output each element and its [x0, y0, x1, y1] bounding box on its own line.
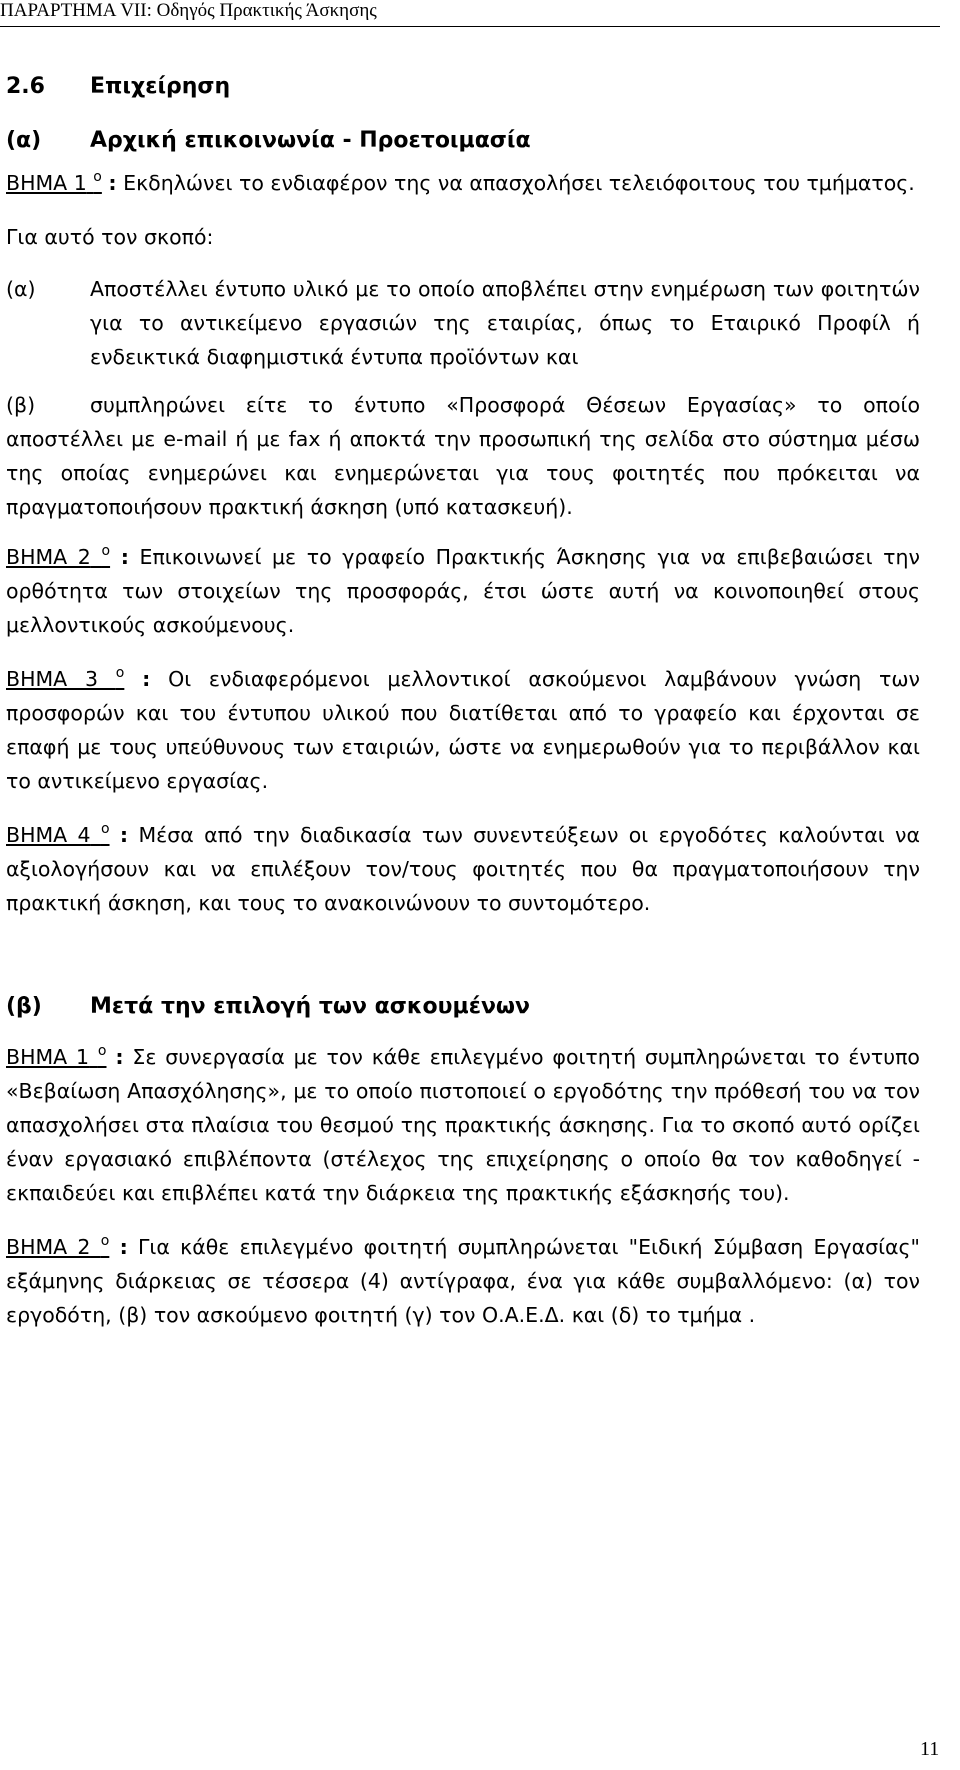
- step-label: ΒΗΜΑ 2 $^o$: [6, 1233, 110, 1259]
- step-label: ΒΗΜΑ 4 $^o$: [6, 821, 110, 847]
- part-a-heading: [6, 124, 920, 158]
- section-title: Επιχείρηση: [90, 74, 231, 99]
- part-b-step-2: ΒΗΜΑ 2 $^o$ : Για κάθε επιλεγμένο φοιτητή συμπληρώνεται "Ειδική Σύμβαση Εργασίας" εξάμηνης διάρκειας σε τέσσερα (4) αντίγραφα, ένα για κάθε συμβαλλόμενο: (α) τον εργοδότη, (β) τον ασκούμενο φοιτητή (γ) τον Ο.Α.Ε.Δ. και (δ) το τμήμα .: [6, 1233, 920, 1327]
- step-text: Επικοινωνεί με το γραφείο Πρακτικής Άσκησης για να επιβεβαιώσει την ορθότητα των στοιχείων της προσφοράς, έτσι ώστε αυτή να κοινοποιηθεί στους μελλοντικούς ασκούμενους.: [6, 545, 920, 637]
- part-a-step-2: ΒΗΜΑ 2 $^o$ : Επικοινωνεί με το γραφείο Πρακτικής Άσκησης για να επιβεβαιώσει την ορθότητα των στοιχείων της προσφοράς, έτσι ώστε αυτή να κοινοποιηθεί στους μελλοντικούς ασκούμενους.: [6, 543, 920, 637]
- part-b-step-1: ΒΗΜΑ 1 $^o$ : Σε συνεργασία με τον κάθε επιλεγμένο φοιτητή συμπληρώνεται το έντυπο «Βεβαίωση Απασχόλησης», με το οποίο πιστοποιεί ο εργοδότης την πρόθεσή του να τον απασχολήσει στα πλαίσια του θεσμού της πρακτικής άσκησης. Για το σκοπό αυτό ορίζει έναν εργασιακό επιβλέποντα (στέλεχος της επιχείρησης ο οποίο θα τον καθοδηγεί - εκπαιδεύει και επιβλέπει κατά την διάρκεια της πρακτικής εξάσκησής του).: [6, 1043, 920, 1205]
- item-text: Αποστέλλει έντυπο υλικό με το οποίο αποβλέπει στην ενημέρωση των φοιτητών για το αντικείμενο εργασιών της εταιρίας, όπως το Εταιρικό Προφίλ ή ενδεικτικά διαφημιστικά έντυπα προϊόντων και: [90, 277, 920, 369]
- item-label: (α): [6, 277, 36, 301]
- item-text: συμπληρώνει είτε το έντυπο «Προσφορά Θέσεων Εργασίας» το οποίο αποστέλλει με e-mail ή με fax ή αποκτά την προσωπική της σελίδα στο σύστημα μέσω της οποίας ενημερώνει και ενημερώνεται για τους φοιτητές που πρόκειται να πραγματοποιήσουν πρακτική άσκηση (υπό κατασκευή).: [6, 393, 920, 519]
- page-number: 11: [920, 1738, 940, 1760]
- step-text: Για κάθε επιλεγμένο φοιτητή συμπληρώνεται "Ειδική Σύμβαση Εργασίας" εξάμηνης διάρκειας σε τέσσερα (4) αντίγραφα, ένα για κάθε συμβαλλόμενο: (α) τον εργοδότη, (β) τον ασκούμενο φοιτητή (γ) τον Ο.Α.Ε.Δ. και (δ) το τμήμα .: [6, 1235, 920, 1327]
- step-text: Μέσα από την διαδικασία των συνεντεύξεων οι εργοδότες καλούνται να αξιολογήσουν και να επιλέξουν τον/τους φοιτητές που θα πραγματοποιήσουν την πρακτική άσκηση, και τους το ανακοινώνουν το συντομότερο.: [6, 823, 920, 915]
- part-b-title: Μετά την επιλογή των ασκουμένων: [90, 994, 531, 1019]
- step-text: Σε συνεργασία με τον κάθε επιλεγμένο φοιτητή συμπληρώνεται το έντυπο «Βεβαίωση Απασχόλησης», με το οποίο πιστοποιεί ο εργοδότης την πρόθεσή του να τον απασχολήσει στα πλαίσια του θεσμού της πρακτικής άσκησης. Για το σκοπό αυτό ορίζει έναν εργασιακό επιβλέποντα (στέλεχος της επιχείρησης ο οποίο θα τον καθοδηγεί - εκπαιδεύει και επιβλέπει κατά την διάρκεια της πρακτικής εξάσκησής του).: [6, 1045, 920, 1205]
- part-b-heading: [6, 990, 920, 1024]
- step-text: Οι ενδιαφερόμενοι μελλοντικοί ασκούμενοι λαμβάνουν γνώση των προσφορών και του έντυπου υλικού που διατίθεται από το γραφείο και έρχονται σε επαφή με τους υπεύθυνους των εταιριών, ώστε να ενημερωθούν για το περιβάλλον και το αντικείμενο εργασίας.: [6, 667, 920, 793]
- part-a-label: (α): [6, 128, 42, 153]
- step-label: ΒΗΜΑ 2 $^o$: [6, 543, 111, 569]
- purpose-line: Για αυτό τον σκοπό:: [6, 225, 214, 249]
- document-body: [6, 70, 920, 1332]
- part-a-title: Αρχική επικοινωνία - Προετοιμασία: [90, 128, 531, 153]
- header-rule: [0, 26, 940, 27]
- part-a-step-4: ΒΗΜΑ 4 $^o$ : Μέσα από την διαδικασία των συνεντεύξεων οι εργοδότες καλούνται να αξιολογήσουν και να επιλέξουν τον/τους φοιτητές που θα πραγματοποιήσουν την πρακτική άσκηση, και τους το ανακοινώνουν το συντομότερο.: [6, 821, 920, 915]
- part-a-step-3: ΒΗΜΑ 3 $^o$ : Οι ενδιαφερόμενοι μελλοντικοί ασκούμενοι λαμβάνουν γνώση των προσφορών και του έντυπου υλικού που διατίθεται από το γραφείο και έρχονται σε επαφή με τους υπεύθυνους των εταιριών, ώστε να ενημερωθούν για το περιβάλλον και το αντικείμενο εργασίας.: [6, 665, 920, 793]
- step-label: ΒΗΜΑ 1 $^o$: [6, 169, 102, 195]
- step-text: Εκδηλώνει το ενδιαφέρον της να απασχολήσει τελειόφοιτους του τμήματος.: [123, 171, 915, 195]
- part-a-step-1: ΒΗΜΑ 1 $^o$ : Εκδηλώνει το ενδιαφέρον της να απασχολήσει τελειόφοιτους του τμήματος.: [6, 169, 915, 195]
- list-item-b: (β) συμπληρώνει είτε το έντυπο «Προσφορά Θέσεων Εργασίας» το οποίο αποστέλλει με e-mail ή με fax ή αποκτά την προσωπική της σελίδα στο σύστημα μέσω της οποίας ενημερώνει και ενημερώνεται για τους φοιτητές που πρόκειται να πραγματοποιήσουν πρακτική άσκηση (υπό κατασκευή).: [6, 393, 920, 519]
- step-label: ΒΗΜΑ 1 $^o$: [6, 1043, 107, 1069]
- step-label: ΒΗΜΑ 3 $^o$: [6, 665, 125, 691]
- section-heading: [6, 70, 920, 104]
- list-item-a: [6, 272, 920, 374]
- running-header: ΠΑΡΑΡΤΗΜΑ VII: Οδηγός Πρακτικής Άσκησης: [0, 0, 377, 21]
- section-number: 2.6: [6, 74, 45, 99]
- part-b-label: (β): [6, 994, 42, 1019]
